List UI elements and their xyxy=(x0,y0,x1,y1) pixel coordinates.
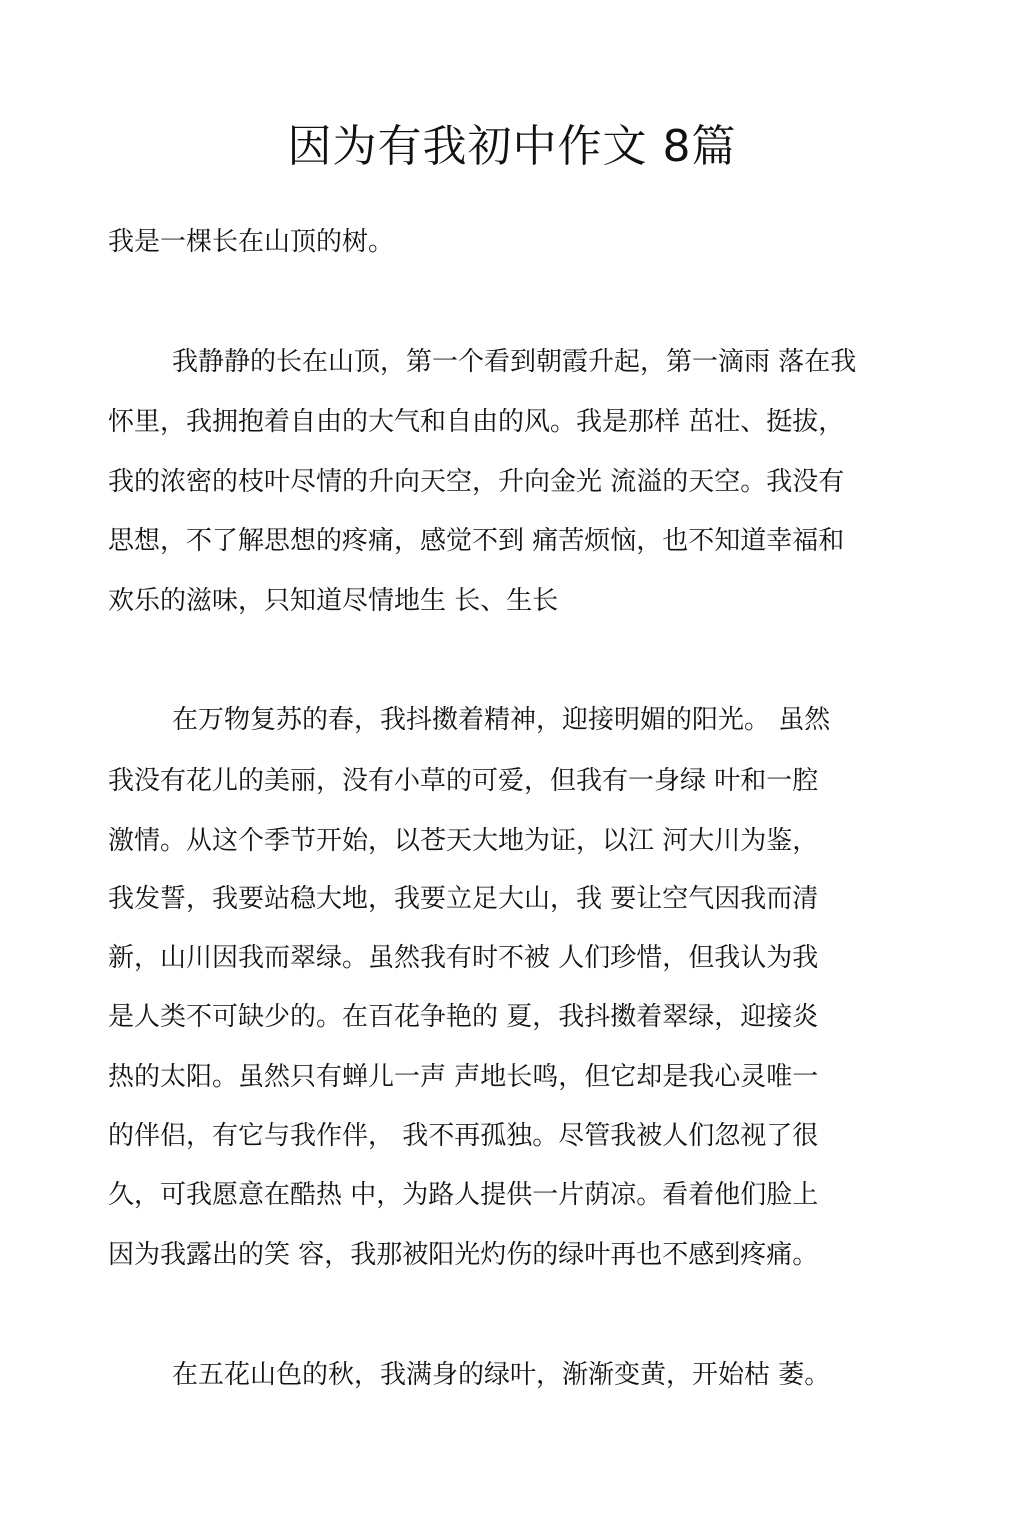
paragraph-2-line-5: 欢乐的滋味，只知道尽情地生 长、生长 xyxy=(108,586,559,616)
document-title: 因为有我初中作文 8篇 xyxy=(287,121,737,173)
paragraph-2-line-4: 思想，不了解思想的疼痛，感觉不到 痛苦烦恼，也不知道幸福和 xyxy=(108,526,845,556)
paragraph-2-line-1: 我静静的长在山顶，第一个看到朝霞升起，第一滴雨 落在我 xyxy=(172,347,857,377)
paragraph-3-line-3: 激情。从这个季节开始，以苍天大地为证，以江 河大川为鉴， xyxy=(108,826,819,856)
paragraph-3-line-4: 我发誓，我要站稳大地，我要立足大山，我 要让空气因我而清 xyxy=(108,884,819,914)
paragraph-2-line-3: 我的浓密的枝叶尽情的升向天空，升向金光 流溢的天空。我没有 xyxy=(108,467,845,497)
paragraph-3-line-9: 久，可我愿意在酷热 中，为路人提供一片荫凉。看着他们脸上 xyxy=(108,1180,819,1210)
paragraph-4-line-1: 在五花山色的秋，我满身的绿叶，渐渐变黄，开始枯 萎。 xyxy=(172,1360,831,1390)
paragraph-2-line-2: 怀里，我拥抱着自由的大气和自由的风。我是那样 茁壮、挺拔， xyxy=(108,407,845,437)
paragraph-3-line-1: 在万物复苏的春，我抖擞着精神，迎接明媚的阳光。 虽然 xyxy=(172,705,831,735)
paragraph-3-line-7: 热的太阳。虽然只有蝉儿一声 声地长鸣，但它却是我心灵唯一 xyxy=(108,1062,819,1092)
paragraph-3-line-8: 的伴侣，有它与我作伴， 我不再孤独。尽管我被人们忽视了很 xyxy=(108,1121,819,1151)
paragraph-3-line-6: 是人类不可缺少的。在百花争艳的 夏，我抖擞着翠绿，迎接炎 xyxy=(108,1002,819,1032)
paragraph-3-line-2: 我没有花儿的美丽，没有小草的可爱，但我有一身绿 叶和一腔 xyxy=(108,766,819,796)
paragraph-3-line-5: 新，山川因我而翠绿。虽然我有时不被 人们珍惜，但我认为我 xyxy=(108,943,819,973)
paragraph-1-line-1: 我是一棵长在山顶的树。 xyxy=(108,227,395,257)
paragraph-3-line-10: 因为我露出的笑 容，我那被阳光灼伤的绿叶再也不感到疼痛。 xyxy=(108,1240,819,1270)
